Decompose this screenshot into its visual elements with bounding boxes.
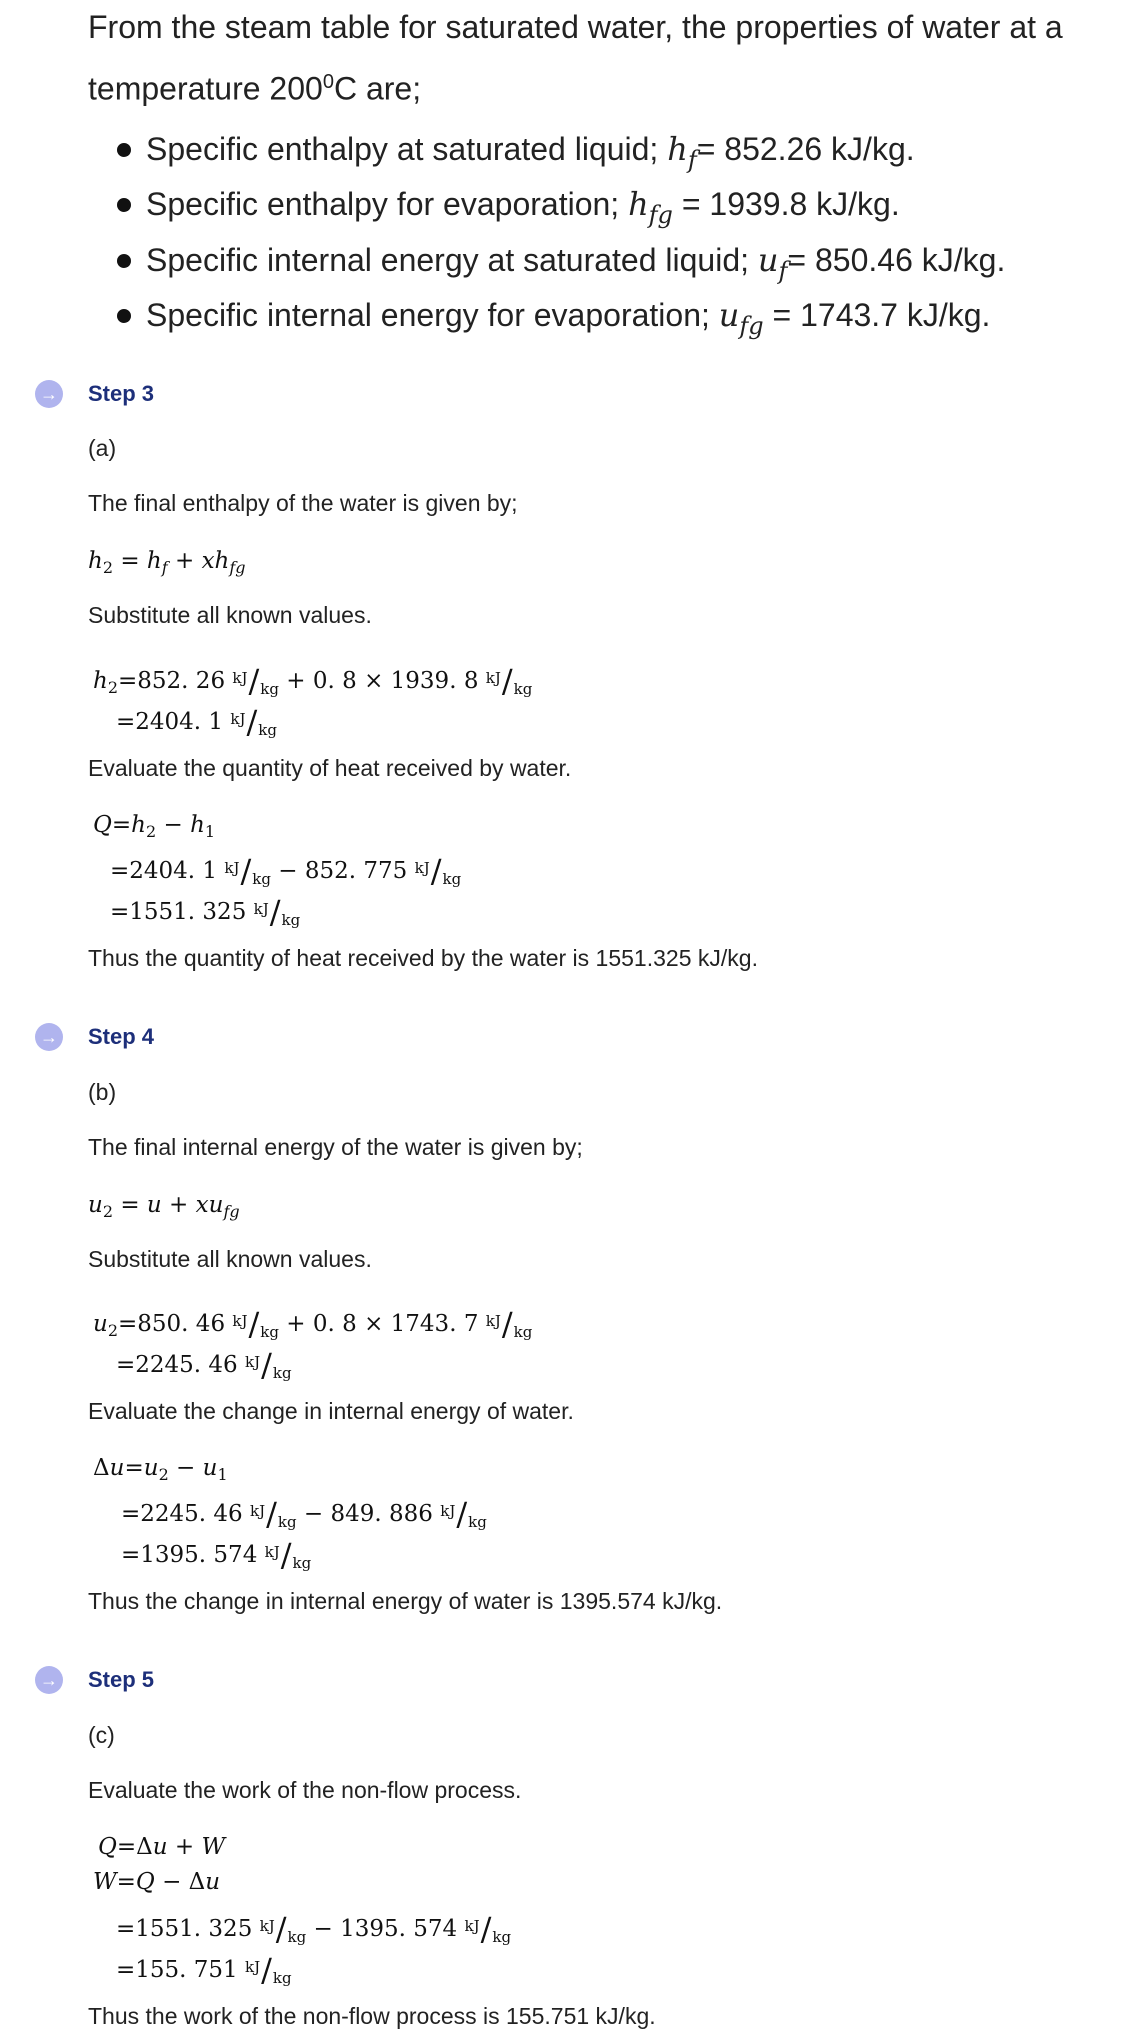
intro-section (88, 0, 1128, 345)
unit-fraction: kJ/kg (250, 1495, 297, 1533)
paragraph: Evaluate the quantity of heat received by water. (88, 755, 572, 781)
equation-line: =2245. 46 kJ/kg (116, 1342, 292, 1380)
step-label: Step 3 (88, 381, 155, 406)
formula: $h_2 = h_f + xh_{fg}$ (88, 548, 246, 577)
paragraph: Substitute all known values. (88, 1246, 372, 1272)
paragraph: The final internal energy of the water is given by; (88, 1134, 583, 1160)
paragraph: Evaluate the change in internal energy of water. (88, 1398, 574, 1424)
equation-line: =2245. 46 kJ/kg − 849. 886 kJ/kg (121, 1491, 487, 1529)
unit-fraction: kJ/kg (414, 852, 462, 890)
unit-fraction: kJ/kg (245, 1346, 292, 1384)
unit-fraction: kJ/kg (230, 703, 277, 741)
paragraph: Thus the change in internal energy of water is 1395.574 kJ/kg. (88, 1588, 723, 1614)
step-5-header[interactable] (35, 1666, 155, 1694)
paragraph: Thus the work of the non-flow process is 155.751 kJ/kg. (88, 2003, 656, 2029)
formula: $u_2 = u + xu_{fg}$ (88, 1192, 240, 1221)
unit-fraction: kJ/kg (485, 1305, 533, 1343)
unit-fraction: kJ/kg (232, 1305, 279, 1343)
property-list (88, 123, 1128, 345)
list-item: Specific internal energy at saturated liquid; $u_f= 850.46$ kJ/kg. (146, 234, 1128, 290)
equation-line: =1395. 574 kJ/kg (121, 1532, 311, 1570)
paragraph: Thus the quantity of heat received by the water is 1551.325 kJ/kg. (88, 945, 758, 971)
unit-fraction: kJ/kg (224, 852, 271, 890)
step-label: Step 4 (88, 1024, 155, 1049)
equation-line: =155. 751 kJ/kg (116, 1947, 292, 1985)
unit-fraction: kJ/kg (264, 1536, 312, 1574)
part-label: (b) (88, 1079, 117, 1105)
equation-line: =2404. 1 kJ/kg − 852. 775 kJ/kg (110, 848, 461, 886)
step-3-header[interactable] (35, 380, 155, 408)
equation-line: $h_2=852$. 26 kJ/kg + 0. 8 × 1939. 8 kJ/kg (93, 658, 532, 696)
unit-fraction: kJ/kg (259, 1910, 307, 1948)
unit-fraction: kJ/kg (245, 1951, 292, 1989)
list-item: Specific internal energy for evaporation; $u_{fg} = 1743.7$ kJ/kg. (146, 289, 1128, 345)
paragraph: The final enthalpy of the water is given by; (88, 490, 518, 516)
part-label: (c) (88, 1722, 115, 1748)
arrow-right-icon: → (35, 380, 63, 408)
intro-paragraph: From the steam table for saturated water, the properties of water at a temperature $200^0C$ are; (88, 9, 1063, 107)
unit-fraction: kJ/kg (440, 1495, 487, 1533)
paragraph: Substitute all known values. (88, 602, 372, 628)
list-item: Specific enthalpy for evaporation; $h_{fg} = 1939.8$ kJ/kg. (146, 178, 1128, 234)
equation-line: $\Delta u=u_2 - u_1$ (93, 1455, 228, 1484)
equation-line: =2404. 1 kJ/kg (116, 699, 277, 737)
unit-fraction: kJ/kg (485, 662, 533, 700)
step-label: Step 5 (88, 1667, 155, 1692)
unit-fraction: kJ/kg (253, 893, 301, 931)
equation-line: W=Q − Δu (93, 1869, 221, 1895)
arrow-right-icon: → (35, 1023, 63, 1051)
equation-line: =1551. 325 kJ/kg (110, 889, 300, 927)
paragraph: Evaluate the work of the non-flow process. (88, 1777, 522, 1803)
equation-line: $Q=h_2 - h_1$ (93, 812, 216, 841)
arrow-right-icon: → (35, 1666, 63, 1694)
equation-line: =1551. 325 kJ/kg − 1395. 574 kJ/kg (116, 1906, 511, 1944)
unit-fraction: kJ/kg (232, 662, 279, 700)
equation-line: $u_2=850$. 46 kJ/kg + 0. 8 × 1743. 7 kJ/kg (93, 1301, 532, 1339)
list-item: Specific enthalpy at saturated liquid; $h_f= 852.26$ kJ/kg. (146, 123, 1128, 179)
step-4-header[interactable] (35, 1023, 155, 1051)
part-label: (a) (88, 435, 117, 461)
equation-line: Q=Δu + W (98, 1834, 226, 1860)
unit-fraction: kJ/kg (464, 1910, 512, 1948)
